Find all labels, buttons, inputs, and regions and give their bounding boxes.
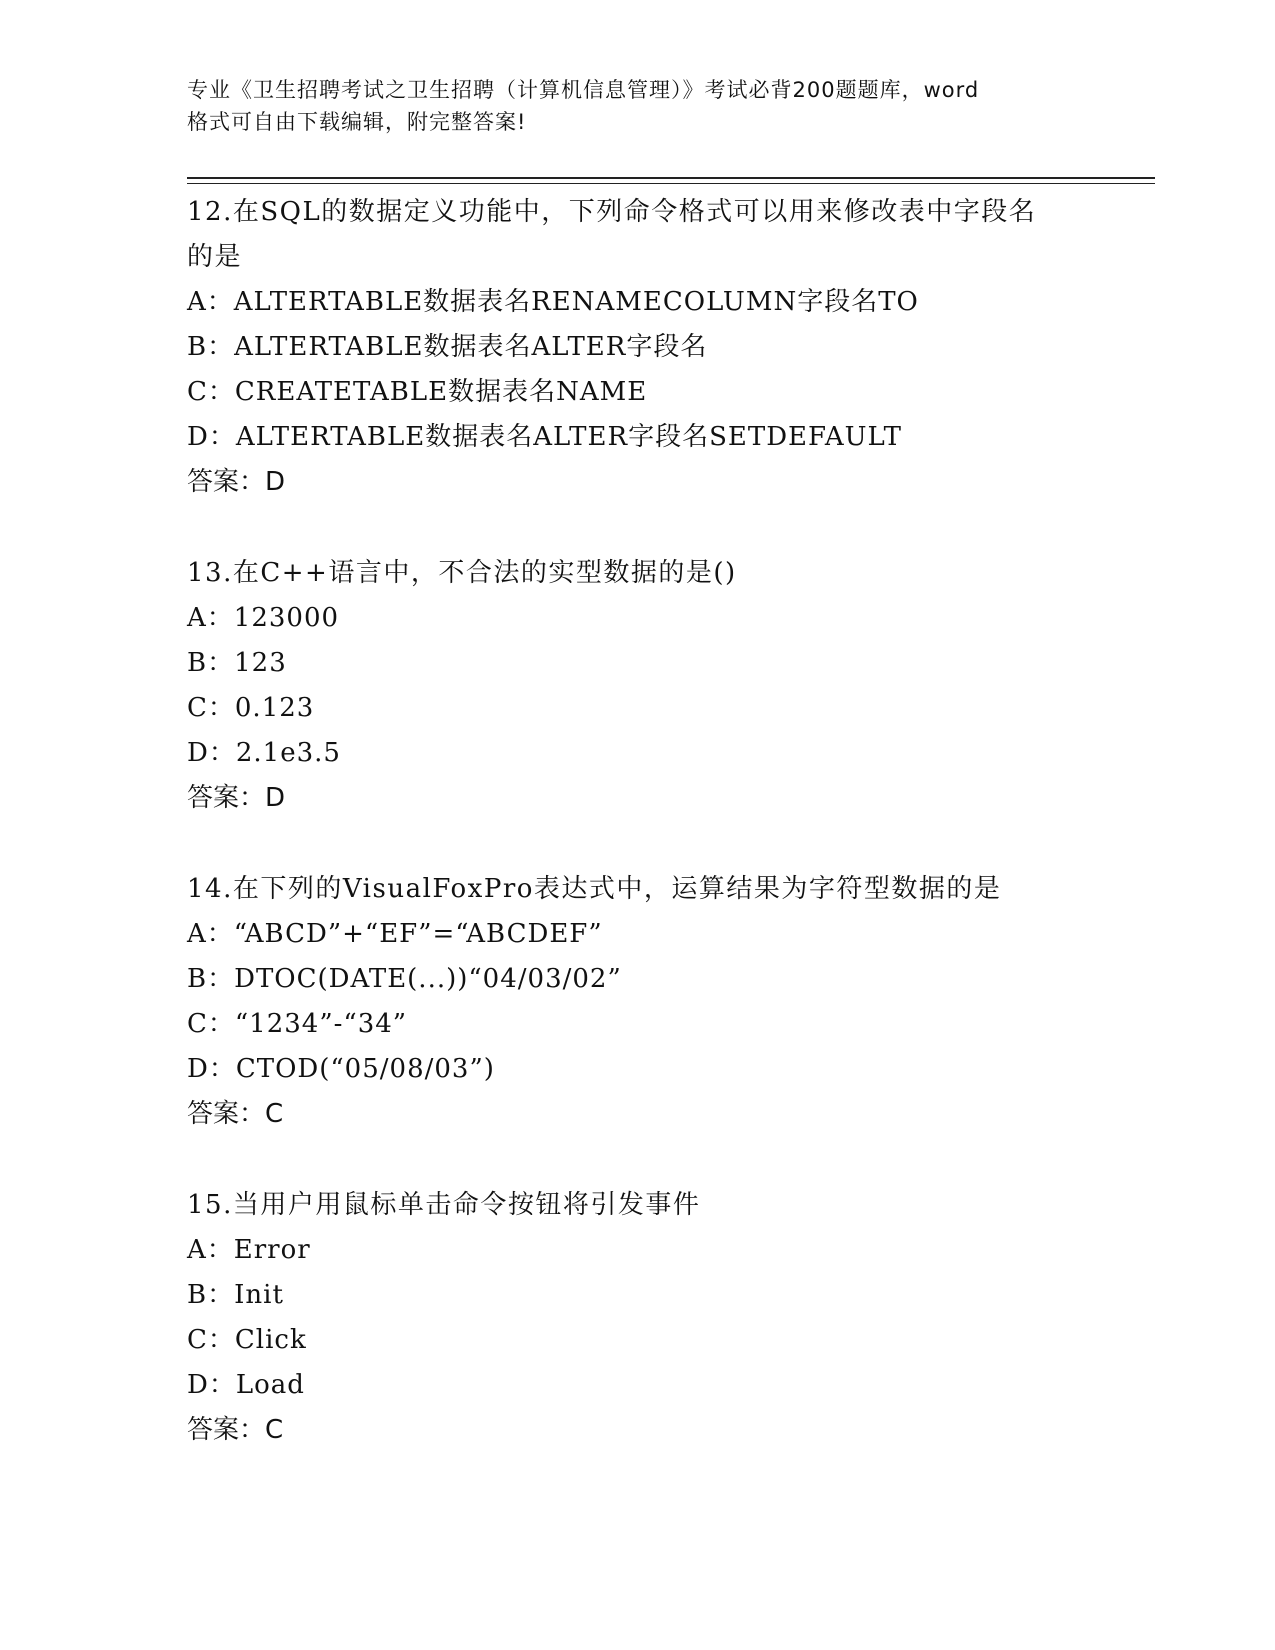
header-divider-bottom bbox=[187, 183, 1155, 184]
header-divider-top bbox=[187, 177, 1155, 179]
question-14 bbox=[187, 867, 1147, 1137]
spacer bbox=[187, 505, 1147, 551]
option-d: D：2.1e3.5 bbox=[187, 738, 341, 768]
option-b: B：DTOC(DATE(...))“04/03/02” bbox=[187, 964, 622, 994]
spacer bbox=[187, 821, 1147, 867]
question-stem: 12.在SQL的数据定义功能中，下列命令格式可以用来修改表中字段名 bbox=[187, 197, 1037, 227]
option-a: A：“ABCD”+“EF”=“ABCDEF” bbox=[187, 919, 603, 949]
option-c: C：CREATETABLE数据表名NAME bbox=[187, 377, 648, 407]
question-list bbox=[187, 190, 1147, 1453]
question-15 bbox=[187, 1183, 1147, 1453]
option-b: B：ALTERTABLE数据表名ALTER字段名 bbox=[187, 332, 708, 362]
spacer bbox=[187, 1137, 1147, 1183]
answer: 答案：D bbox=[187, 467, 286, 497]
option-c: C：“1234”-“34” bbox=[187, 1009, 408, 1039]
option-a: A：123000 bbox=[187, 603, 340, 633]
option-d: D：ALTERTABLE数据表名ALTER字段名SETDEFAULT bbox=[187, 422, 902, 452]
option-b: B：Init bbox=[187, 1280, 284, 1310]
option-d: D：Load bbox=[187, 1370, 305, 1400]
header-line-1: 专业《卫生招聘考试之卫生招聘（计算机信息管理）》考试必背200题题库，word bbox=[187, 78, 980, 102]
header-line-2: 格式可自由下载编辑，附完整答案! bbox=[187, 110, 527, 134]
question-12 bbox=[187, 190, 1147, 505]
question-stem: 15.当用户用鼠标单击命令按钮将引发事件 bbox=[187, 1190, 701, 1220]
option-c: C：0.123 bbox=[187, 693, 315, 723]
question-13 bbox=[187, 551, 1147, 821]
question-stem-continued: 的是 bbox=[187, 242, 243, 272]
question-stem: 14.在下列的VisualFoxPro表达式中，运算结果为字符型数据的是 bbox=[187, 874, 1002, 904]
option-d: D：CTOD(“05/08/03”) bbox=[187, 1054, 495, 1084]
answer: 答案：C bbox=[187, 1415, 284, 1445]
answer: 答案：C bbox=[187, 1099, 284, 1129]
option-a: A：Error bbox=[187, 1235, 311, 1265]
option-c: C：Click bbox=[187, 1325, 307, 1355]
answer: 答案：D bbox=[187, 783, 286, 813]
option-b: B：123 bbox=[187, 648, 287, 678]
option-a: A：ALTERTABLE数据表名RENAMECOLUMN字段名TO bbox=[187, 287, 919, 317]
document-header bbox=[187, 74, 1087, 138]
question-stem: 13.在C++语言中，不合法的实型数据的是() bbox=[187, 558, 737, 588]
